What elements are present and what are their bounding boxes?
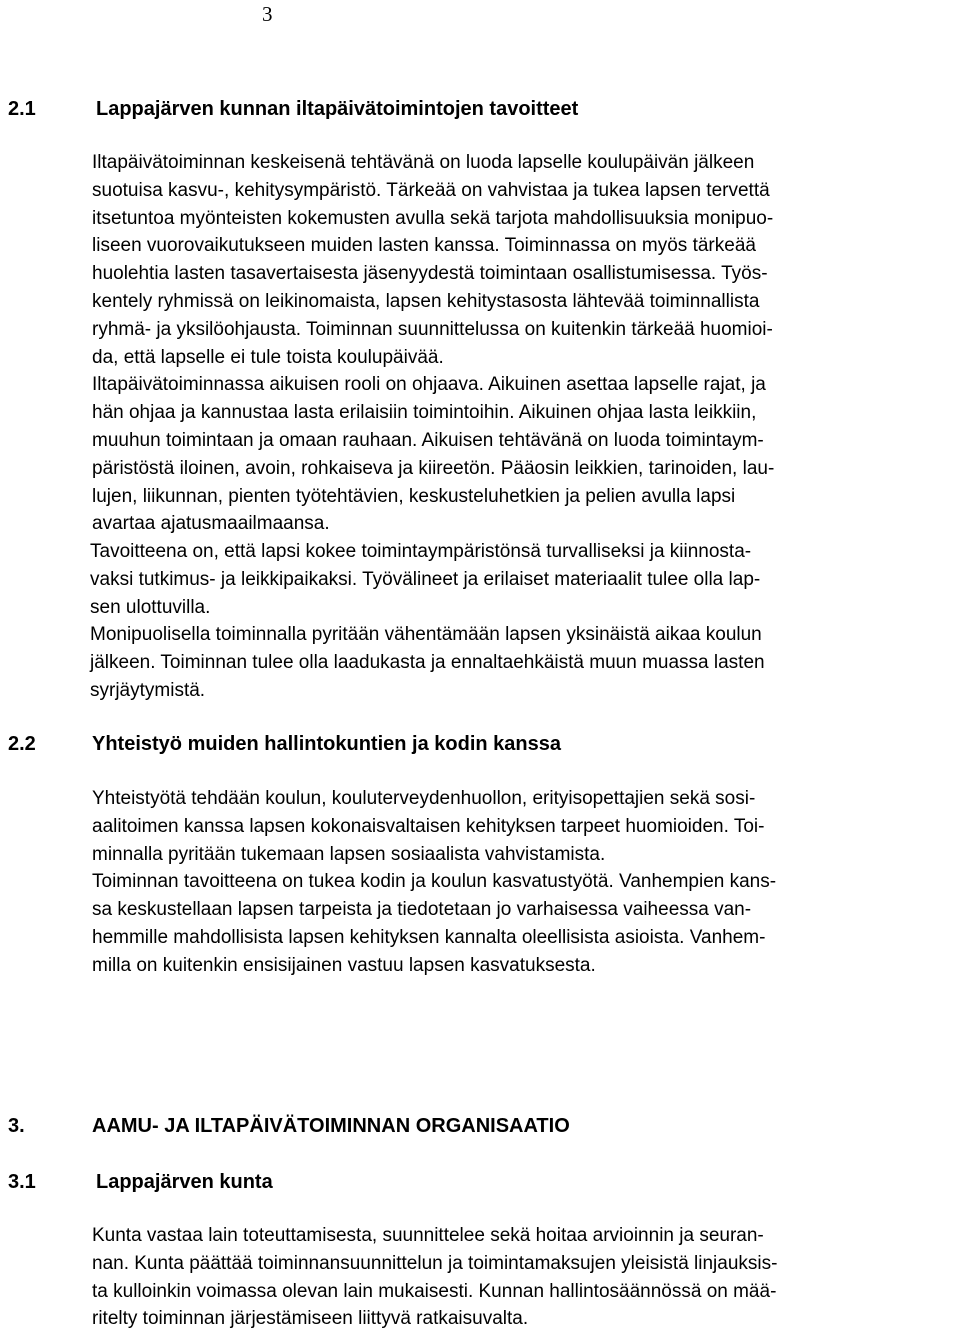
paragraph-3-1 — [92, 1222, 940, 1333]
text-line: jälkeen. Toiminnan tulee olla laadukasta ja ennaltaehkäistä muun muassa lasten — [90, 651, 765, 673]
text-line: da, että lapselle ei tule toista koulupäivää. — [92, 346, 444, 368]
paragraph-2-1-c — [90, 621, 940, 704]
text-line: Iltapäivätoiminnan keskeisenä tehtävänä on luoda lapselle koulupäivän jälkeen — [92, 152, 755, 173]
section-title: Yhteistyö muiden hallintokuntien ja kodin kanssa — [92, 733, 561, 755]
text-line: sen ulottuvilla. — [90, 596, 211, 618]
section-heading-2-1 — [8, 96, 579, 122]
section-number: 2.1 — [8, 98, 36, 120]
section-number: 2.2 — [8, 733, 36, 755]
section-number: 3. — [8, 1115, 25, 1137]
text-line: vaksi tutkimus- ja leikkipaikaksi. Työvälineet ja erilaiset materiaalit tulee olla lap- — [90, 568, 761, 590]
text-line: hemmille mahdollisista lapsen kehityksen kannalta oleellisista asioista. Vanhem- — [92, 926, 766, 948]
text-line: Monipuolisella toiminnalla pyritään vähentämään lapsen yksinäistä aikaa koulun — [90, 624, 762, 645]
text-line: itsetuntoa myönteisten kokemusten avulla sekä tarjota mahdollisuuksia monipuo- — [92, 207, 774, 229]
page-number: 3 — [262, 2, 273, 26]
text-line: Toiminnan tavoitteena on tukea kodin ja koulun kasvatustyötä. Vanhempien kans- — [92, 871, 777, 893]
text-line: ryhmä- ja yksilöohjausta. Toiminnan suunnittelussa on kuitenkin tärkeää huomioi- — [92, 318, 773, 340]
text-line: ritelty toiminnan järjestämiseen liittyvä ratkaisuvalta. — [92, 1308, 529, 1330]
section-heading-2-2 — [8, 731, 561, 757]
text-line: Tavoitteena on, että lapsi kokee toimintaympäristönsä turvalliseksi ja kiinnosta- — [90, 541, 752, 562]
text-line: ta kulloinkin voimassa olevan lain mukaisesti. Kunnan hallintosäännössä on mää- — [92, 1280, 777, 1302]
text-line: aalitoimen kanssa lapsen kokonaisvaltaisen kehityksen tarpeet huomioiden. Toi- — [92, 815, 765, 837]
text-line: lujen, liikunnan, pienten työtehtävien, keskusteluhetkien ja pelien avulla lapsi — [92, 485, 736, 507]
text-line: huolehtia lasten tasavertaisesta jäsenyydestä toimintaan osallistumisessa. Työs- — [92, 263, 768, 285]
section-heading-3-1 — [8, 1169, 273, 1195]
text-line: suotuisa kasvu-, kehitysympäristö. Tärkeää on vahvistaa ja tukea lapsen tervettä — [92, 179, 770, 201]
text-line: avartaa ajatusmaailmaansa. — [92, 513, 330, 535]
section-title: Lappajärven kunta — [96, 1171, 273, 1193]
section-heading-3 — [8, 1113, 570, 1139]
section-title: Lappajärven kunnan iltapäivätoimintojen tavoitteet — [96, 98, 579, 120]
text-line: sa keskustellaan lapsen tarpeista ja tiedotetaan jo varhaisessa vaiheessa van- — [92, 899, 752, 921]
text-line: syrjäytymistä. — [90, 679, 206, 701]
text-line: muuhun toimintaan ja omaan rauhaan. Aikuisen tehtävänä on luoda toimintaym- — [92, 429, 764, 451]
text-line: milla on kuitenkin ensisijainen vastuu lapsen kasvatuksesta. — [92, 954, 596, 976]
text-line: liseen vuorovaikutukseen muiden lasten kanssa. Toiminnassa on myös tärkeää — [92, 235, 756, 257]
text-line: Kunta vastaa lain toteuttamisesta, suunnittelee sekä hoitaa arvioinnin ja seuran- — [92, 1225, 764, 1246]
text-line: kentely ryhmissä on leikinomaista, lapsen kehitystasosta lähtevää toiminnallista — [92, 290, 760, 312]
text-line: Iltapäivätoiminnassa aikuisen rooli on ohjaava. Aikuinen asettaa lapselle rajat, ja — [92, 374, 766, 396]
text-line: nan. Kunta päättää toiminnansuunnittelun ja toimintamaksujen yleisistä linjauksis- — [92, 1252, 778, 1274]
text-line: päristöstä iloinen, avoin, rohkaiseva ja kiireetön. Pääosin leikkien, tarinoiden, lau- — [92, 457, 775, 479]
paragraph-2-1-b — [90, 538, 940, 621]
paragraph-2-1-a — [92, 149, 940, 538]
section-title: AAMU- JA ILTAPÄIVÄTOIMINNAN ORGANISAATIO — [92, 1115, 570, 1137]
paragraph-2-2 — [92, 785, 940, 980]
text-line: hän ohjaa ja kannustaa lasta erilaisiin toimintoihin. Aikuinen ohjaa lasta leikkiin, — [92, 402, 757, 424]
section-number: 3.1 — [8, 1171, 36, 1193]
text-line: Yhteistyötä tehdään koulun, kouluterveydenhuollon, erityisopettajien sekä sosi- — [92, 788, 756, 809]
text-line: minnalla pyritään tukemaan lapsen sosiaalista vahvistamista. — [92, 843, 606, 865]
